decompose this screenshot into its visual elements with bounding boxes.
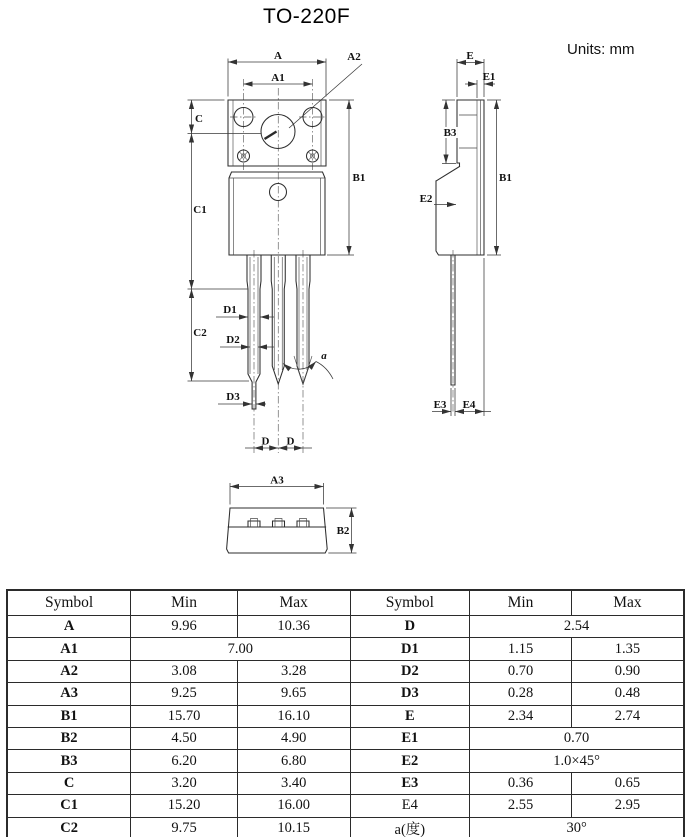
cell-merged-value: 1.0×45° xyxy=(470,750,684,772)
col-header-min-right: Min xyxy=(470,590,572,616)
cell-symbol: D1 xyxy=(350,638,470,660)
dim-label-c2: C2 xyxy=(193,327,207,339)
cell-min: 9.96 xyxy=(131,616,238,638)
cell-symbol: D xyxy=(350,616,470,638)
front-view xyxy=(188,50,366,453)
cell-min: 1.15 xyxy=(470,638,572,660)
cell-symbol: E xyxy=(350,705,470,727)
lead-section-1 xyxy=(248,521,260,527)
dim-label-e2: E2 xyxy=(419,193,433,205)
cell-symbol: B2 xyxy=(7,727,131,749)
cell-min: 0.70 xyxy=(470,660,572,682)
cell-symbol: D3 xyxy=(350,683,470,705)
cell-symbol: A2 xyxy=(7,660,131,682)
dim-label-b1-side: B1 xyxy=(499,172,512,184)
dim-label-d-right: D xyxy=(286,435,295,448)
cell-max: 1.35 xyxy=(571,638,684,660)
dim-label-d-left: D xyxy=(261,435,270,448)
dim-label-e3: E3 xyxy=(433,399,447,411)
cell-symbol: B1 xyxy=(7,705,131,727)
table-row xyxy=(7,727,684,749)
dim-label-e: E xyxy=(466,50,474,62)
dimension-table xyxy=(6,589,685,837)
side-view xyxy=(420,50,512,416)
table-header-row xyxy=(7,590,684,616)
cell-min: 9.75 xyxy=(131,817,238,837)
page-title: TO-220F xyxy=(263,5,351,28)
cell-symbol: C xyxy=(7,772,131,794)
dim-label-b3: B3 xyxy=(443,127,457,139)
cell-min: 2.34 xyxy=(470,705,572,727)
dim-label-c1: C1 xyxy=(193,204,207,216)
cell-max: 0.48 xyxy=(571,683,684,705)
cell-merged-value: 2.54 xyxy=(470,616,684,638)
cell-min: 3.20 xyxy=(131,772,238,794)
dim-label-e4: E4 xyxy=(462,399,476,411)
table-row xyxy=(7,705,684,727)
cell-symbol: a(度) xyxy=(350,817,470,837)
table-row xyxy=(7,616,684,638)
cell-max: 16.00 xyxy=(237,795,350,817)
dim-label-d3: D3 xyxy=(226,391,240,403)
dim-label-b2: B2 xyxy=(336,525,350,537)
dim-label-d2: D2 xyxy=(226,334,240,346)
cell-max: 10.36 xyxy=(237,616,350,638)
cell-symbol: D2 xyxy=(350,660,470,682)
cell-symbol: E2 xyxy=(350,750,470,772)
cell-max: 0.65 xyxy=(571,772,684,794)
table-row xyxy=(7,750,684,772)
dim-label-d1: D1 xyxy=(223,304,237,316)
table-row xyxy=(7,772,684,794)
cell-symbol: A xyxy=(7,616,131,638)
cell-min: 0.28 xyxy=(470,683,572,705)
lead-section-3 xyxy=(297,521,309,527)
col-header-symbol-left: Symbol xyxy=(7,590,131,616)
table-row xyxy=(7,817,684,837)
cell-merged-value: 30° xyxy=(470,817,684,837)
cell-symbol: C2 xyxy=(7,817,131,837)
col-header-min-left: Min xyxy=(131,590,238,616)
cell-max: 6.80 xyxy=(237,750,350,772)
cell-symbol: A3 xyxy=(7,683,131,705)
bottom-view xyxy=(227,475,357,554)
units-label: Units: mm xyxy=(567,41,635,58)
cell-max: 4.90 xyxy=(237,727,350,749)
dim-label-a2: A2 xyxy=(347,51,361,63)
cell-max: 2.74 xyxy=(571,705,684,727)
table-row xyxy=(7,683,684,705)
dim-label-e1: E1 xyxy=(482,71,496,83)
table-row xyxy=(7,795,684,817)
col-header-symbol-right: Symbol xyxy=(350,590,470,616)
cell-symbol: E4 xyxy=(350,795,470,817)
dim-label-a: A xyxy=(274,50,282,62)
cell-max: 10.15 xyxy=(237,817,350,837)
cell-max: 3.40 xyxy=(237,772,350,794)
lead-section-2 xyxy=(273,521,285,527)
table-row xyxy=(7,638,684,660)
cell-merged-value: 7.00 xyxy=(131,638,350,660)
cell-min: 4.50 xyxy=(131,727,238,749)
cell-max: 0.90 xyxy=(571,660,684,682)
cell-max: 3.28 xyxy=(237,660,350,682)
dim-label-b1-front: B1 xyxy=(352,172,366,184)
cell-min: 15.70 xyxy=(131,705,238,727)
cell-min: 9.25 xyxy=(131,683,238,705)
dim-label-c: C xyxy=(195,113,203,125)
col-header-max-right: Max xyxy=(571,590,684,616)
col-header-max-left: Max xyxy=(237,590,350,616)
cell-max: 16.10 xyxy=(237,705,350,727)
cell-max: 9.65 xyxy=(237,683,350,705)
cell-min: 0.36 xyxy=(470,772,572,794)
cell-min: 3.08 xyxy=(131,660,238,682)
cell-symbol: C1 xyxy=(7,795,131,817)
cell-merged-value: 0.70 xyxy=(470,727,684,749)
dim-label-a1: A1 xyxy=(271,72,285,84)
cell-min: 6.20 xyxy=(131,750,238,772)
cell-min: 2.55 xyxy=(470,795,572,817)
cell-symbol: E1 xyxy=(350,727,470,749)
cell-symbol: E3 xyxy=(350,772,470,794)
cell-symbol: B3 xyxy=(7,750,131,772)
cell-max: 2.95 xyxy=(571,795,684,817)
dim-label-alpha: a xyxy=(321,350,327,362)
cell-min: 15.20 xyxy=(131,795,238,817)
dim-label-a3: A3 xyxy=(270,474,284,487)
table-row xyxy=(7,660,684,682)
cell-symbol: A1 xyxy=(7,638,131,660)
